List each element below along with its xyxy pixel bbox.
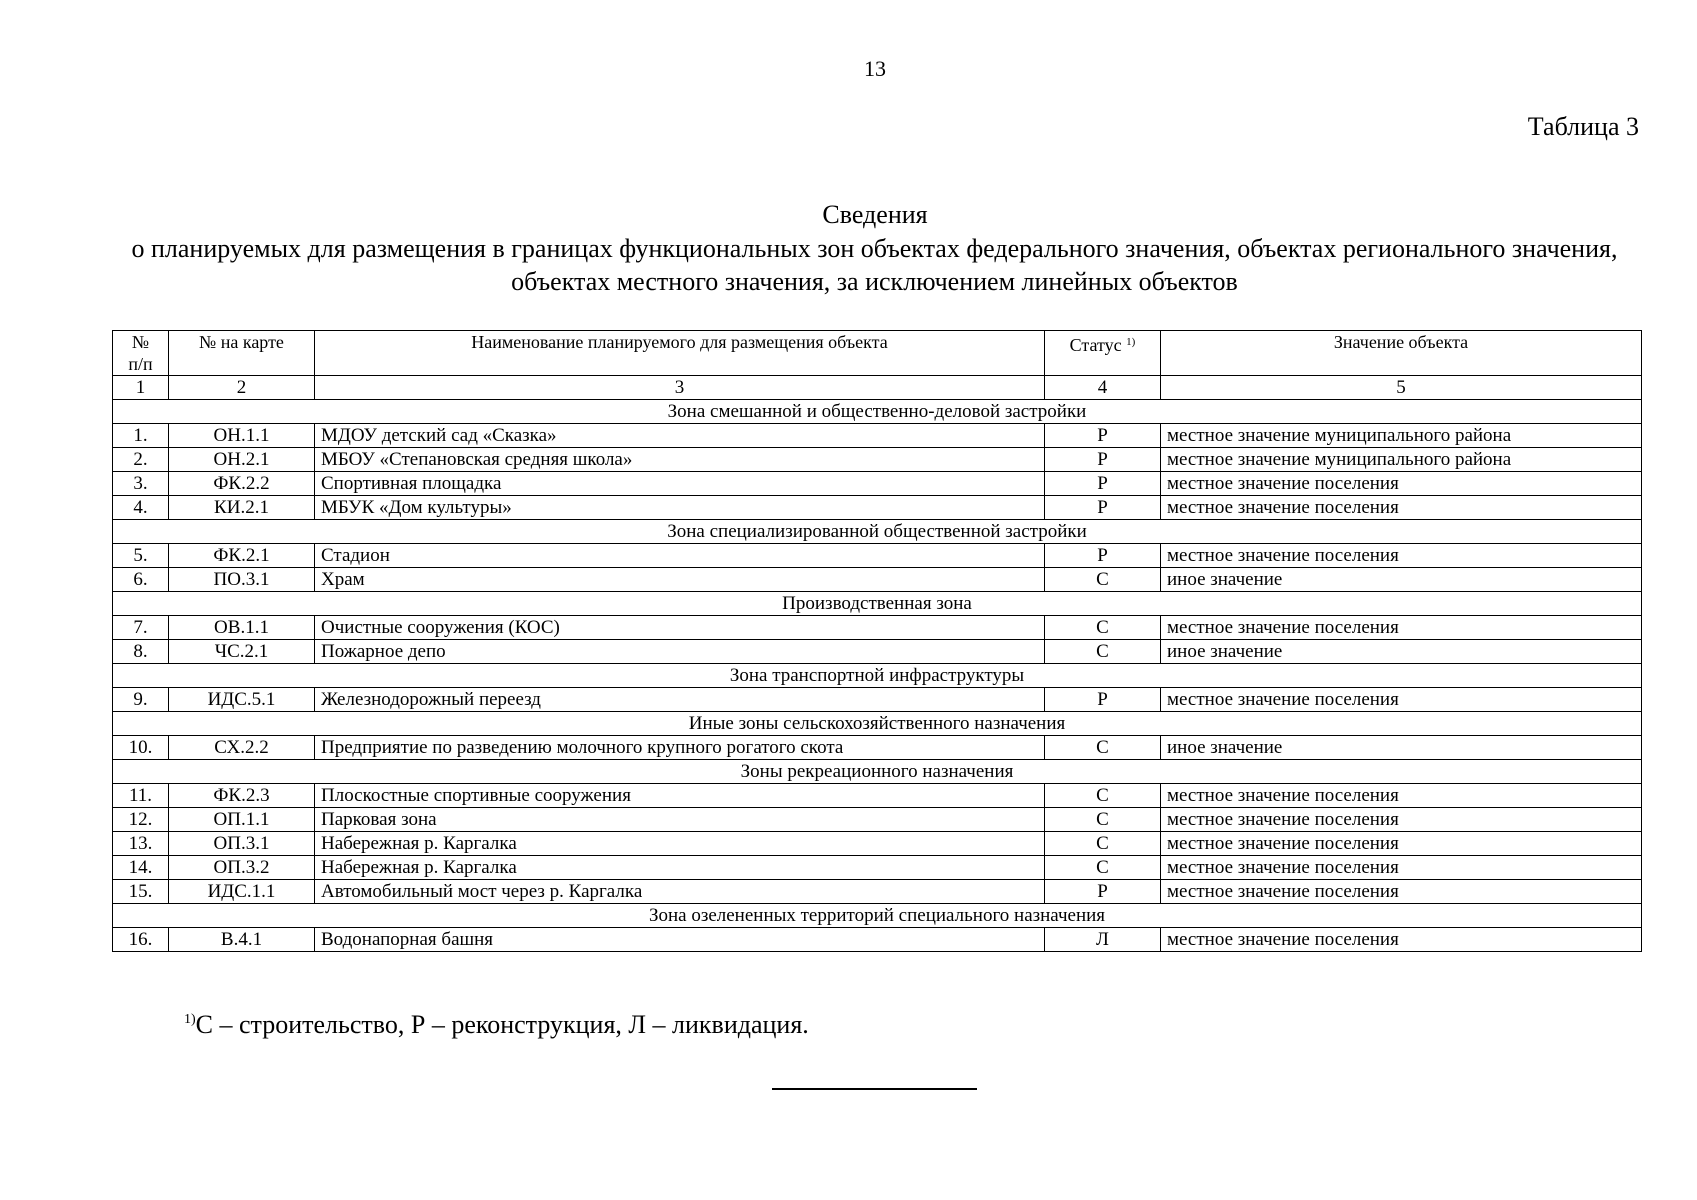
object-significance: местное значение поселения <box>1161 808 1642 832</box>
object-significance: местное значение поселения <box>1161 880 1642 904</box>
object-significance: местное значение поселения <box>1161 544 1642 568</box>
row-number: 4. <box>113 496 169 520</box>
object-significance: местное значение поселения <box>1161 616 1642 640</box>
header-num: № п/п <box>113 331 169 376</box>
zone-row <box>113 760 1642 784</box>
row-number: 11. <box>113 784 169 808</box>
footnote <box>184 1010 809 1040</box>
object-significance: иное значение <box>1161 640 1642 664</box>
table-row <box>113 832 1642 856</box>
map-code: ФК.2.1 <box>169 544 315 568</box>
map-code: ЧС.2.1 <box>169 640 315 664</box>
object-status: С <box>1045 616 1161 640</box>
document-subtitle: о планируемых для размещения в границах функциональных зон объектах федерального значения, объектах регионального значения, объектах местного значения, за исключением линейных объектов <box>131 234 1618 296</box>
object-name: МБУК «Дом культуры» <box>315 496 1045 520</box>
table-body <box>113 400 1642 952</box>
object-significance: местное значение поселения <box>1161 832 1642 856</box>
table-row <box>113 448 1642 472</box>
zone-title: Зона озелененных территорий специального назначения <box>113 904 1642 928</box>
object-status: Р <box>1045 472 1161 496</box>
zone-row <box>113 664 1642 688</box>
object-name: Плоскостные спортивные сооружения <box>315 784 1045 808</box>
map-code: ПО.3.1 <box>169 568 315 592</box>
header-value: Значение объекта <box>1161 331 1642 376</box>
footnote-text: С – строительство, Р – реконструкция, Л – ликвидация. <box>195 1010 809 1039</box>
map-code: ИДС.1.1 <box>169 880 315 904</box>
index-cell: 1 <box>113 376 169 400</box>
object-status: С <box>1045 808 1161 832</box>
map-code: ФК.2.2 <box>169 472 315 496</box>
index-row <box>113 376 1642 400</box>
table-row <box>113 616 1642 640</box>
map-code: ФК.2.3 <box>169 784 315 808</box>
header-status <box>1045 331 1161 376</box>
index-cell: 2 <box>169 376 315 400</box>
map-code: ОП.3.1 <box>169 832 315 856</box>
map-code: СХ.2.2 <box>169 736 315 760</box>
row-number: 5. <box>113 544 169 568</box>
object-name: Набережная р. Каргалка <box>315 832 1045 856</box>
index-cell: 5 <box>1161 376 1642 400</box>
zone-row <box>113 400 1642 424</box>
table-row <box>113 496 1642 520</box>
object-status: С <box>1045 640 1161 664</box>
table-row <box>113 472 1642 496</box>
object-status: Р <box>1045 544 1161 568</box>
table-row <box>113 784 1642 808</box>
row-number: 14. <box>113 856 169 880</box>
footnote-ref: 1) <box>1126 336 1136 348</box>
zone-row <box>113 592 1642 616</box>
row-number: 7. <box>113 616 169 640</box>
table-row <box>113 640 1642 664</box>
zone-row <box>113 520 1642 544</box>
header-row <box>113 331 1642 376</box>
table-row <box>113 568 1642 592</box>
object-name: Пожарное депо <box>315 640 1045 664</box>
map-code: В.4.1 <box>169 928 315 952</box>
map-code: ОН.2.1 <box>169 448 315 472</box>
zone-title: Иные зоны сельскохозяйственного назначения <box>113 712 1642 736</box>
object-status: Р <box>1045 496 1161 520</box>
row-number: 12. <box>113 808 169 832</box>
object-name: Предприятие по разведению молочного крупного рогатого скота <box>315 736 1045 760</box>
row-number: 8. <box>113 640 169 664</box>
object-name: МДОУ детский сад «Сказка» <box>315 424 1045 448</box>
row-number: 10. <box>113 736 169 760</box>
table-row <box>113 736 1642 760</box>
object-name: Очистные сооружения (КОС) <box>315 616 1045 640</box>
header-map: № на карте <box>169 331 315 376</box>
object-name: Спортивная площадка <box>315 472 1045 496</box>
object-status: С <box>1045 784 1161 808</box>
header-name: Наименование планируемого для размещения объекта <box>315 331 1045 376</box>
object-name: Водонапорная башня <box>315 928 1045 952</box>
zone-row <box>113 904 1642 928</box>
table-row <box>113 424 1642 448</box>
zone-title: Зона транспортной инфраструктуры <box>113 664 1642 688</box>
map-code: ОП.1.1 <box>169 808 315 832</box>
object-status: Р <box>1045 688 1161 712</box>
object-status: Р <box>1045 448 1161 472</box>
row-number: 6. <box>113 568 169 592</box>
objects-table <box>112 330 1642 952</box>
object-status: Р <box>1045 880 1161 904</box>
object-status: Р <box>1045 424 1161 448</box>
object-name: Парковая зона <box>315 808 1045 832</box>
object-significance: местное значение поселения <box>1161 496 1642 520</box>
object-status: С <box>1045 856 1161 880</box>
object-significance: местное значение муниципального района <box>1161 424 1642 448</box>
zone-row <box>113 712 1642 736</box>
row-number: 9. <box>113 688 169 712</box>
object-status: С <box>1045 832 1161 856</box>
object-significance: иное значение <box>1161 736 1642 760</box>
object-significance: местное значение поселения <box>1161 784 1642 808</box>
row-number: 2. <box>113 448 169 472</box>
map-code: ОВ.1.1 <box>169 616 315 640</box>
zone-title: Зоны рекреационного назначения <box>113 760 1642 784</box>
end-divider <box>772 1088 977 1090</box>
footnote-marker: 1) <box>184 1012 196 1027</box>
zone-title: Зона смешанной и общественно-деловой застройки <box>113 400 1642 424</box>
object-name: Автомобильный мост через р. Каргалка <box>315 880 1045 904</box>
header-status-label: Статус <box>1069 335 1122 355</box>
index-cell: 4 <box>1045 376 1161 400</box>
object-name: Железнодорожный переезд <box>315 688 1045 712</box>
table-row <box>113 928 1642 952</box>
zone-title: Зона специализированной общественной застройки <box>113 520 1642 544</box>
row-number: 15. <box>113 880 169 904</box>
object-significance: местное значение муниципального района <box>1161 448 1642 472</box>
object-status: С <box>1045 568 1161 592</box>
map-code: ОН.1.1 <box>169 424 315 448</box>
row-number: 16. <box>113 928 169 952</box>
map-code: ОП.3.2 <box>169 856 315 880</box>
index-cell: 3 <box>315 376 1045 400</box>
object-significance: местное значение поселения <box>1161 928 1642 952</box>
object-significance: местное значение поселения <box>1161 688 1642 712</box>
object-significance: местное значение поселения <box>1161 856 1642 880</box>
zone-title: Производственная зона <box>113 592 1642 616</box>
table-row <box>113 688 1642 712</box>
object-name: МБОУ «Степановская средняя школа» <box>315 448 1045 472</box>
page-number: 13 <box>864 56 886 81</box>
row-number: 1. <box>113 424 169 448</box>
map-code: ИДС.5.1 <box>169 688 315 712</box>
table-row <box>113 808 1642 832</box>
object-significance: местное значение поселения <box>1161 472 1642 496</box>
object-status: С <box>1045 736 1161 760</box>
table-row <box>113 544 1642 568</box>
object-significance: иное значение <box>1161 568 1642 592</box>
object-name: Набережная р. Каргалка <box>315 856 1045 880</box>
table-row <box>113 856 1642 880</box>
object-name: Стадион <box>315 544 1045 568</box>
document-title: Сведения <box>822 200 928 229</box>
map-code: КИ.2.1 <box>169 496 315 520</box>
row-number: 13. <box>113 832 169 856</box>
object-name: Храм <box>315 568 1045 592</box>
table-label: Таблица 3 <box>1527 112 1639 141</box>
object-status: Л <box>1045 928 1161 952</box>
table-row <box>113 880 1642 904</box>
row-number: 3. <box>113 472 169 496</box>
